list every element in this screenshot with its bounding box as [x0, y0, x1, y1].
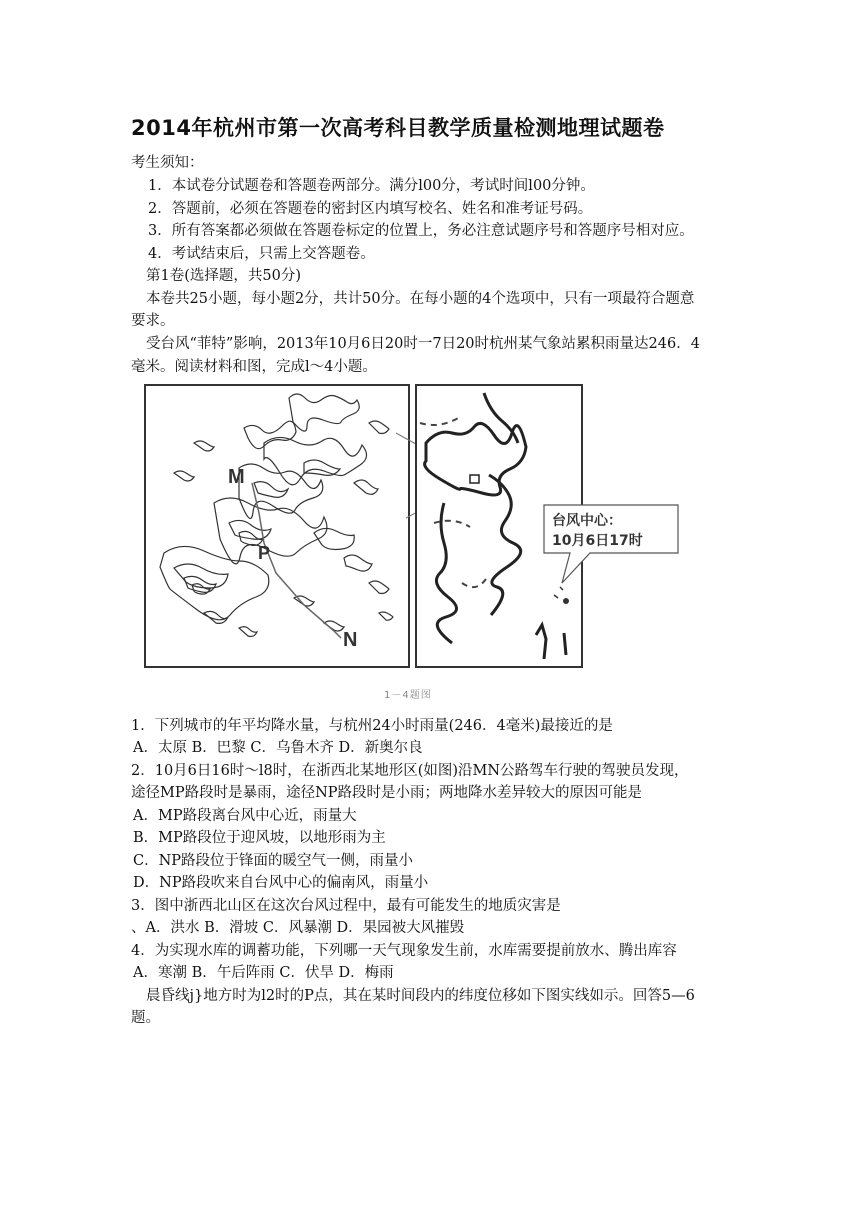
- label-m: M: [228, 466, 245, 488]
- q2-stem-line-2: 途径MP路段时是暴雨，途径NP路段时是小雨；两地降水差异较大的原因可能是: [131, 785, 643, 801]
- notice-item-2: 2．答题前，必须在答题卷的密封区内填写校名、姓名和准考证号码。: [148, 201, 593, 217]
- callout-line-1: 台风中心：: [552, 513, 622, 529]
- notice-item-4: 4．考试结束后，只需上交答题卷。: [148, 246, 375, 262]
- notice-heading: 考生须知：: [131, 155, 204, 171]
- left-map-frame: [145, 385, 409, 667]
- notice-item-3: 3．所有答案都必须做在答题卷标定的位置上，务必注意试题序号和答题序号相对应。: [148, 223, 694, 239]
- next-material-line-2: 题。: [131, 1010, 160, 1026]
- q1-options: A．太原 B．巴黎 C．乌鲁木齐 D．新奥尔良: [133, 740, 423, 756]
- page-title: 2014年杭州市第一次高考科目教学质量检测地理试题卷: [131, 116, 665, 140]
- q2-option-a: A．MP路段离台风中心近，雨量大: [133, 808, 357, 824]
- label-p: P: [258, 543, 271, 563]
- section-intro-line-2: 要求。: [131, 313, 175, 329]
- material-line-2: 毫米。阅读材料和图，完成l～4小题。: [131, 359, 377, 375]
- q3-stem: 3．图中浙西北山区在这次台风过程中，最有可能发生的地质灾害是: [131, 898, 561, 914]
- section-intro-line-1: 本卷共25小题，每小题2分，共计50分。在每小题的4个选项中，只有一项最符合题意: [146, 291, 695, 307]
- section-heading: 第1卷(选择题，共50分): [146, 268, 301, 284]
- q2-stem-line-1: 2．10月6日16时～l8时，在浙西北某地形区(如图)沿MN公路驾车行驶的驾驶员发现，: [131, 763, 689, 779]
- q1-stem: 1．下列城市的年平均降水量，与杭州24小时雨量(246．4毫米)最接近的是: [131, 718, 613, 734]
- next-material-line-1: 晨昏线j}地方时为l2时的P点，其在某时间段内的纬度位移如下图实线如示。回答5—6: [146, 988, 695, 1004]
- q2-option-b: B．MP路段位于迎风坡，以地形雨为主: [133, 830, 386, 846]
- material-line-1: 受台风“菲特”影响，2013年10月6日20时一7日20时杭州某气象站累积雨量达246．4: [146, 336, 700, 352]
- typhoon-center-marker: [563, 598, 569, 604]
- figure-caption: 1－4题图: [384, 690, 432, 701]
- q2-option-c: C．NP路段位于锋面的暖空气一侧，雨量小: [133, 853, 414, 869]
- label-n: N: [343, 629, 358, 651]
- q4-options: A．寒潮 B．午后阵雨 C．伏旱 D．梅雨: [133, 965, 394, 981]
- notice-item-1: 1．本试卷分试题卷和答题卷两部分。满分l00分，考试时间l00分钟。: [148, 178, 595, 194]
- q2-option-d: D．NP路段吹来自台风中心的偏南风，雨量小: [133, 875, 429, 891]
- q4-stem: 4．为实现水库的调蓄功能，下列哪一天气现象发生前，水库需要提前放水、腾出库容: [131, 943, 677, 959]
- q3-options: 、A．洪水 B．滑坡 C．风暴潮 D．果园被大风摧毁: [131, 920, 465, 936]
- area-marker: [470, 475, 479, 483]
- callout-line-2: 10月6日17时: [552, 533, 643, 549]
- typhoon-map-figure: [144, 383, 643, 673]
